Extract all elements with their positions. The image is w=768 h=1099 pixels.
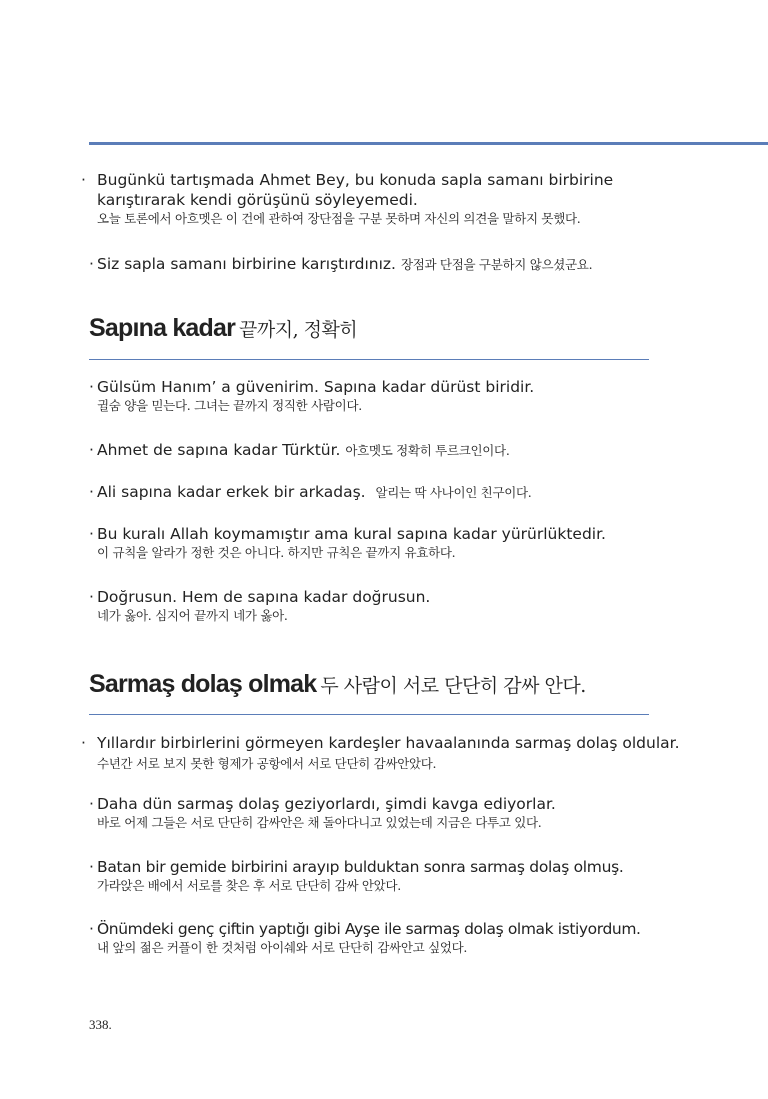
example-turkish: Siz sapla samanı birbirine karıştırdınız. xyxy=(97,255,396,273)
list-item xyxy=(89,587,689,625)
example-turkish: Doğrusun. Hem de sapına kadar doğrusun. xyxy=(97,588,431,606)
list-item xyxy=(89,440,689,461)
example-turkish: Bugünkü tartışmada Ahmet Bey, bu konuda sapla samanı birbirine karıştırarak kendi görüşünü söyleyemedi. xyxy=(97,171,614,209)
example-korean: 아흐멧도 정확히 투르크인이다. xyxy=(345,443,510,458)
section-divider xyxy=(89,359,649,360)
example-korean: 이 규칙을 알라가 정한 것은 아니다. 하지만 규칙은 끝까지 유효하다. xyxy=(97,545,456,560)
bullet: · xyxy=(89,378,94,396)
bullet: · xyxy=(89,525,94,543)
bullet: · xyxy=(89,795,94,813)
list-item xyxy=(89,794,689,832)
heading-korean: 끝까지, 정확히 xyxy=(239,319,358,341)
example-turkish: Yıllardır birbirlerini görmeyen kardeşler havaalanında sarmaş dolaş oldular. xyxy=(97,734,680,752)
page-number: 338. xyxy=(89,1017,112,1032)
bullet: · xyxy=(81,171,86,189)
bullet: · xyxy=(89,441,94,459)
section-heading-sapina-kadar xyxy=(89,314,649,343)
example-korean: 네가 옳아. 심지어 끝까지 네가 옳아. xyxy=(97,608,288,623)
example-korean: 알리는 딱 사나이인 친구이다. xyxy=(375,485,532,500)
bullet: · xyxy=(81,734,86,752)
section-divider xyxy=(89,714,649,715)
bullet: · xyxy=(89,858,94,876)
list-item xyxy=(89,919,689,957)
bullet: · xyxy=(89,920,94,938)
heading-turkish: Sarmaş dolaş olmak xyxy=(89,670,317,698)
example-turkish: Önümdeki genç çiftin yaptığı gibi Ayşe ile sarmaş dolaş olmak istiyordum. xyxy=(97,920,641,938)
example-korean: 귈숨 양을 믿는다. 그녀는 끝까지 정직한 사람이다. xyxy=(97,398,362,413)
list-item xyxy=(89,857,689,895)
example-korean: 장점과 단점을 구분하지 않으셨군요. xyxy=(400,257,593,272)
list-item xyxy=(89,377,689,415)
bullet: · xyxy=(89,255,94,273)
example-korean: 수년간 서로 보지 못한 형제가 공항에서 서로 단단히 감싸안았다. xyxy=(97,756,437,771)
example-korean: 가라앉은 배에서 서로를 찾은 후 서로 단단히 감싸 안았다. xyxy=(97,878,401,893)
example-turkish: Ali sapına kadar erkek bir arkadaş. xyxy=(97,483,366,501)
example-korean: 바로 어제 그들은 서로 단단히 감싸안은 채 돌아다니고 있었는데 지금은 다투고 있다. xyxy=(97,815,542,830)
bullet: · xyxy=(89,483,94,501)
list-item xyxy=(89,524,689,562)
example-turkish: Batan bir gemide birbirini arayıp bulduktan sonra sarmaş dolaş olmuş. xyxy=(97,858,624,876)
list-item xyxy=(89,482,689,503)
top-divider xyxy=(89,142,768,145)
example-turkish: Daha dün sarmaş dolaş geziyorlardı, şimdi kavga ediyorlar. xyxy=(97,795,556,813)
heading-turkish: Sapına kadar xyxy=(89,314,236,342)
heading-korean: 두 사람이 서로 단단히 감싸 안다. xyxy=(320,675,586,697)
section-heading-sarmas-dolas-olmak xyxy=(89,670,649,699)
example-turkish: Bu kuralı Allah koymamıştır ama kural sapına kadar yürürlüktedir. xyxy=(97,525,606,543)
intro-example-2 xyxy=(89,254,689,275)
example-turkish: Gülsüm Hanım’ a güvenirim. Sapına kadar dürüst biridir. xyxy=(97,378,535,396)
list-item xyxy=(81,733,689,774)
intro-example-1 xyxy=(81,170,689,228)
example-korean: 내 앞의 젊은 커플이 한 것처럼 아이쉐와 서로 단단히 감싸안고 싶었다. xyxy=(97,940,468,955)
example-turkish: Ahmet de sapına kadar Türktür. xyxy=(97,441,341,459)
example-korean: 오늘 토론에서 아흐멧은 이 건에 관하여 장단점을 구분 못하며 자신의 의견을 말하지 못했다. xyxy=(97,211,581,226)
bullet: · xyxy=(89,588,94,606)
